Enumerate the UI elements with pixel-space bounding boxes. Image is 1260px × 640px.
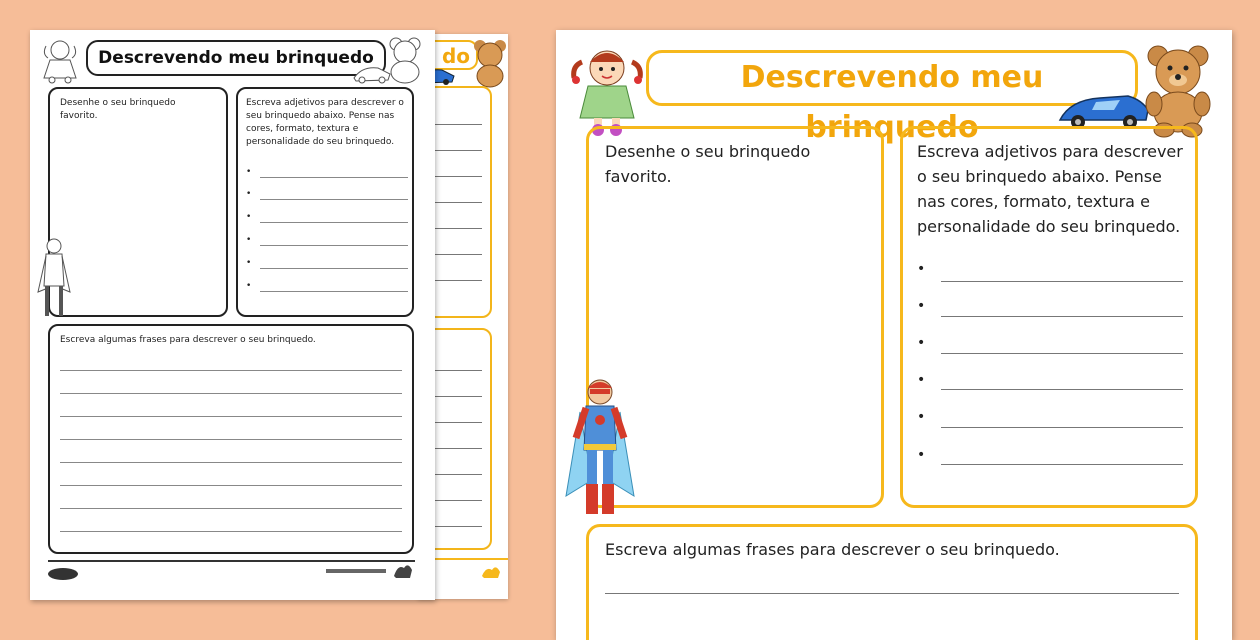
answer-line[interactable]	[605, 593, 1179, 594]
sentences-prompt: Escreva algumas frases para descrever o seu brinquedo.	[605, 540, 1060, 559]
sentences-box	[586, 524, 1198, 640]
footer-text-mark	[326, 569, 386, 573]
logo-icon	[480, 564, 502, 580]
draw-prompt: Desenhe o seu brinquedo favorito.	[605, 142, 811, 186]
logo-icon	[46, 564, 80, 582]
footer-line	[48, 560, 415, 562]
adjectives-prompt: Escreva adjetivos para descrever o seu brinquedo abaixo. Pense nas cores, formato, textura e personalidade do seu brinquedo.	[917, 142, 1183, 236]
answer-line[interactable]	[60, 462, 402, 463]
answer-line[interactable]	[60, 531, 402, 532]
superhero-icon	[562, 376, 638, 528]
adjective-lines: • • • • • •	[246, 167, 408, 307]
answer-line[interactable]	[941, 427, 1183, 428]
answer-line[interactable]	[260, 177, 408, 178]
teddy-bear-icon	[384, 36, 426, 84]
answer-line[interactable]	[260, 291, 408, 292]
page-title: Descrevendo meu brinquedo	[646, 50, 1138, 106]
adjective-lines: • • • • • •	[917, 259, 1183, 489]
answer-line[interactable]	[60, 439, 402, 440]
worksheet-color	[556, 30, 1232, 640]
teddy-bear-icon	[1140, 42, 1216, 138]
logo-icon	[392, 562, 414, 580]
doll-icon	[38, 36, 82, 84]
sentences-box	[48, 324, 414, 554]
answer-line[interactable]	[60, 416, 402, 417]
worksheet-grayscale	[30, 30, 435, 600]
answer-line[interactable]	[941, 281, 1183, 282]
answer-line[interactable]	[60, 485, 402, 486]
sentences-prompt: Escreva algumas frases para descrever o seu brinquedo.	[60, 335, 316, 345]
answer-line[interactable]	[260, 222, 408, 223]
superhero-icon	[36, 236, 72, 320]
answer-line[interactable]	[941, 353, 1183, 354]
page-title: Descrevendo meu brinquedo	[86, 40, 386, 76]
drawing-box[interactable]	[48, 87, 228, 317]
title-fragment: do	[418, 40, 478, 70]
adjectives-box	[900, 126, 1198, 508]
answer-line[interactable]	[260, 268, 408, 269]
answer-line[interactable]	[941, 389, 1183, 390]
answer-line[interactable]	[60, 370, 402, 371]
adjectives-prompt: Escreva adjetivos para descrever o seu brinquedo abaixo. Pense nas cores, formato, textura e personalidade do seu brinquedo.	[246, 98, 404, 147]
adjectives-box	[236, 87, 414, 317]
answer-line[interactable]	[260, 199, 408, 200]
draw-prompt: Desenhe o seu brinquedo favorito.	[60, 98, 176, 121]
answer-line[interactable]	[941, 464, 1183, 465]
answer-line[interactable]	[60, 508, 402, 509]
teddy-bear-icon	[470, 38, 508, 88]
answer-line[interactable]	[941, 316, 1183, 317]
answer-line[interactable]	[260, 245, 408, 246]
doll-icon	[568, 44, 646, 136]
answer-line[interactable]	[60, 393, 402, 394]
